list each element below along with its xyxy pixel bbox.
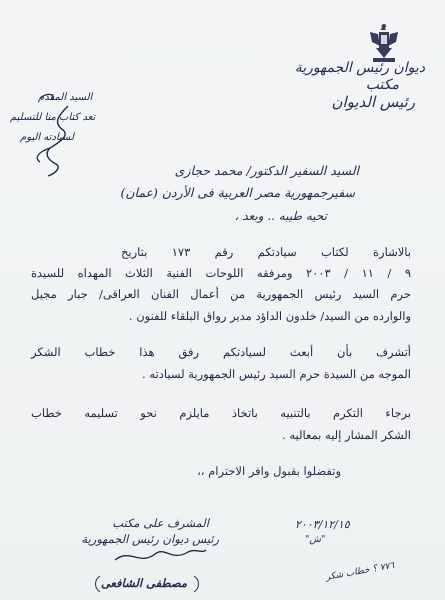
margin-note-line: لسيادته اليوم (20, 132, 75, 143)
handwritten-margin-note (8, 88, 118, 183)
recipient-title: سفيرجمهورية مصر العربية فى الأردن (عمان) (120, 185, 355, 200)
body-line: أتشرف بأن أبعث لسيادتكم رفق هذا خطاب الشكر (31, 345, 411, 359)
letterhead-line: ديوان رئيس الجمهورية (294, 60, 425, 76)
eagle-emblem-icon (366, 20, 402, 64)
signatory-name: مصطفى الشافعى (100, 576, 187, 590)
body-line: الموجه من السيدة حرم السيد رئيس الجمهورية لسيادته . (142, 367, 411, 381)
signature-title: رئيس ديوان رئيس الجمهورية (81, 532, 219, 546)
body-line: والوارده من السيد/ خلدون الداؤد مدير رواق البلقاء للفنون . (128, 309, 411, 323)
signature-scribble-icon (110, 540, 210, 570)
body-line: ٩ / ١١ / ٢٠٠٣ ومرفقه اللوحات الفنية الثلاث المهداه للسيدة (31, 266, 411, 280)
body-line: الشكر المشار إليه بمعاليه . (282, 428, 411, 442)
margin-note-line: تعد كتاب منا للتسليم (10, 112, 96, 123)
handwritten-reference: ٧٧٦ ؟ خطاب شكر (325, 560, 396, 583)
closing: وتفضلوا بقبول وافر الاحترام ،، (197, 464, 341, 478)
body-line: برجاء التكرم بالتنبيه باتخاذ مايلزم نحو تسليمه خطاب (31, 406, 411, 420)
letterhead (285, 60, 425, 111)
margin-note-line: السيد المقدم (38, 92, 93, 103)
letterhead-line: مكتب (365, 77, 399, 93)
letterhead-line: رئيس الديوان (331, 93, 415, 111)
handwritten-date-note: "ش" (305, 534, 326, 545)
body-line: حرم السيد رئيس الجمهورية من أعمال الفنان العراقى/ جبار مجيل (31, 287, 411, 301)
greeting: تحيه طيبه .. وبعد ، (234, 209, 327, 223)
signature-title: المشرف على مكتب (112, 516, 209, 530)
body-line: بالاشارة لكتاب سيادتكم رقم ١٧٣ بتاريخ (121, 245, 411, 259)
handwritten-date: ٢٠٠٣/١٢/١٥ (295, 518, 350, 531)
recipient-name: السيد السفير الدكتور/ محمد حجازى (174, 163, 359, 178)
